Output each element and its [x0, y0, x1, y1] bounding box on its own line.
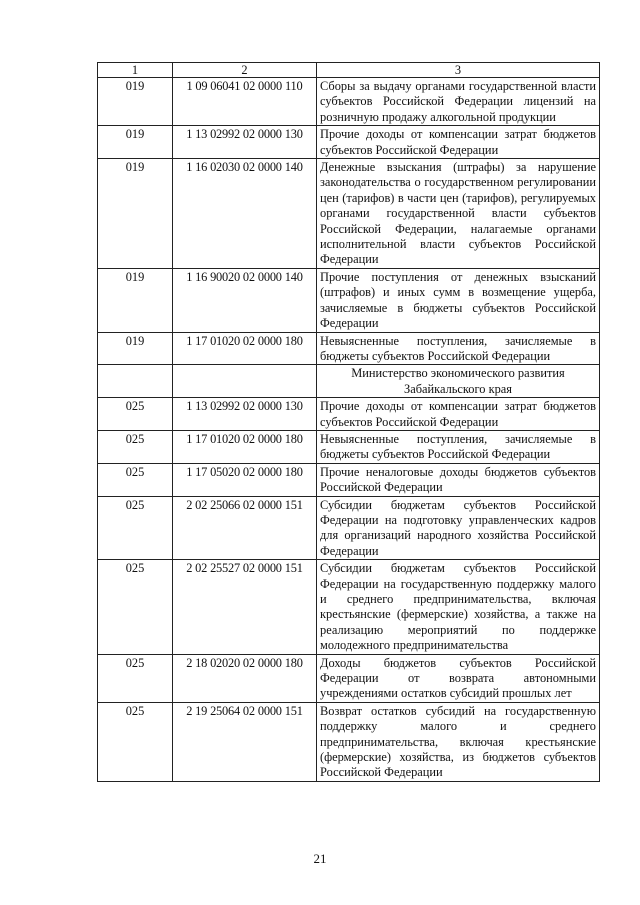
income-code-cell: 2 19 25064 02 0000 151 [173, 702, 317, 781]
table-header-row [98, 63, 600, 78]
income-name-cell: Невыясненные поступления, зачисляемые в бюджеты субъектов Российской Федерации [317, 332, 600, 365]
income-name-cell: Прочие доходы от компенсации затрат бюджетов субъектов Российской Федерации [317, 398, 600, 431]
income-name-cell: Прочие неналоговые доходы бюджетов субъектов Российской Федерации [317, 463, 600, 496]
income-name-cell: Субсидии бюджетам субъектов Российской Федерации на государственную поддержку малого и среднего предпринимательства, включая крестьянские (фермерские) хозяйства, а также на реализацию мероприятий по поддержке молодежного предпринимательства [317, 560, 600, 654]
income-code-cell: 1 09 06041 02 0000 110 [173, 78, 317, 126]
table-row [98, 496, 600, 560]
administrator-code-cell: 025 [98, 654, 173, 702]
income-name-cell: Прочие доходы от компенсации затрат бюджетов субъектов Российской Федерации [317, 126, 600, 159]
income-code-cell: 1 17 01020 02 0000 180 [173, 332, 317, 365]
income-name-cell: Доходы бюджетов субъектов Российской Федерации от возврата автономными учреждениями остатков субсидий прошлых лет [317, 654, 600, 702]
table-row [98, 463, 600, 496]
table-row [98, 560, 600, 654]
empty-cell [98, 365, 173, 398]
income-code-cell: 2 02 25527 02 0000 151 [173, 560, 317, 654]
administrator-code-cell: 025 [98, 463, 173, 496]
column-header-3: 3 [317, 63, 600, 78]
section-heading: Министерство экономического развития Забайкальского края [317, 365, 600, 398]
column-header-1: 1 [98, 63, 173, 78]
administrator-code-cell: 025 [98, 398, 173, 431]
column-header-2: 2 [173, 63, 317, 78]
table-row [98, 332, 600, 365]
income-code-cell: 1 13 02992 02 0000 130 [173, 126, 317, 159]
income-name-cell: Невыясненные поступления, зачисляемые в бюджеты субъектов Российской Федерации [317, 430, 600, 463]
page-number: 21 [313, 851, 327, 866]
administrator-code-cell: 025 [98, 702, 173, 781]
administrator-code-cell: 025 [98, 560, 173, 654]
administrator-code-cell: 025 [98, 496, 173, 560]
administrator-code-cell: 025 [98, 430, 173, 463]
table-row [98, 398, 600, 431]
income-code-cell: 1 17 01020 02 0000 180 [173, 430, 317, 463]
income-code-cell: 2 18 02020 02 0000 180 [173, 654, 317, 702]
administrator-code-cell: 019 [98, 159, 173, 269]
revenue-codes-table [97, 62, 600, 782]
income-code-cell: 1 16 02030 02 0000 140 [173, 159, 317, 269]
income-name-cell: Денежные взыскания (штрафы) за нарушение законодательства о государственном регулировании цен (тарифов) в части цен (тарифов), регулируемых органами государственной власти субъектов Российской Федерации, налагаемые органами исполнительной власти субъектов Российской Федерации [317, 159, 600, 269]
income-name-cell: Возврат остатков субсидий на государственную поддержку малого и среднего предпринимательства, включая крестьянские (фермерские) хозяйства, из бюджетов субъектов Российской Федерации [317, 702, 600, 781]
table-row [98, 159, 600, 269]
income-code-cell: 1 16 90020 02 0000 140 [173, 268, 317, 332]
table-row [98, 654, 600, 702]
administrator-code-cell: 019 [98, 126, 173, 159]
administrator-code-cell: 019 [98, 332, 173, 365]
section-heading-row [98, 365, 600, 398]
empty-cell [173, 365, 317, 398]
table-row [98, 268, 600, 332]
table-row [98, 126, 600, 159]
income-name-cell: Прочие поступления от денежных взысканий (штрафов) и иных сумм в возмещение ущерба, зачисляемые в бюджеты субъектов Российской Федерации [317, 268, 600, 332]
table-row [98, 430, 600, 463]
administrator-code-cell: 019 [98, 78, 173, 126]
table-row [98, 702, 600, 781]
table-row [98, 78, 600, 126]
administrator-code-cell: 019 [98, 268, 173, 332]
income-name-cell: Сборы за выдачу органами государственной власти субъектов Российской Федерации лицензий на розничную продажу алкогольной продукции [317, 78, 600, 126]
income-code-cell: 2 02 25066 02 0000 151 [173, 496, 317, 560]
income-code-cell: 1 17 05020 02 0000 180 [173, 463, 317, 496]
income-code-cell: 1 13 02992 02 0000 130 [173, 398, 317, 431]
income-name-cell: Субсидии бюджетам субъектов Российской Федерации на подготовку управленческих кадров для организаций народного хозяйства Российской Федерации [317, 496, 600, 560]
